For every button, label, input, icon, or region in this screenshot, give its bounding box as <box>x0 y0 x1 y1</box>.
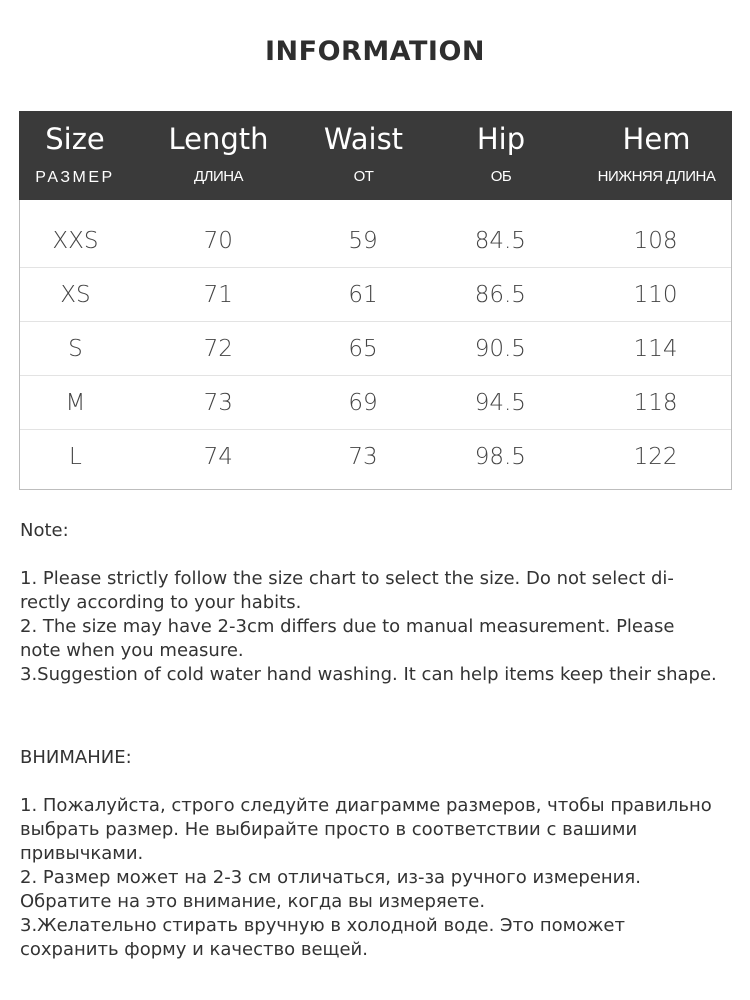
header-hip-ru: ОБ <box>490 168 512 185</box>
note-item: 3.Suggestion of cold water hand washing. It can help items keep their shape. <box>20 664 717 685</box>
header-waist-ru: ОТ <box>353 168 374 185</box>
cell-hem: 108 <box>633 227 678 254</box>
cell-size: M <box>65 389 86 416</box>
cell-hem: 110 <box>633 281 678 308</box>
cell-hip: 98.5 <box>474 444 526 470</box>
table-row <box>20 430 731 484</box>
header-waist <box>306 111 421 200</box>
cell-size: L <box>69 444 82 470</box>
cell-hem: 118 <box>633 389 678 416</box>
note-item: 3.Желательно стирать вручную в холодной воде. Это поможет сохранить форму и качество вещей. <box>20 915 625 960</box>
note-heading-text: Note: <box>20 520 69 541</box>
cell-length: 70 <box>203 227 233 254</box>
table-row <box>20 214 731 268</box>
note-item: 2. Размер может на 2-3 см отличаться, из-за ручного измерения. Обратите на это внимание, когда вы измеряете. <box>20 867 641 912</box>
header-length <box>131 111 306 200</box>
cell-hip: 94.5 <box>474 389 526 416</box>
note-item: 1. Please strictly follow the size chart to select the size. Do not select di-rectly according to your habits. <box>20 568 674 613</box>
header-hem-ru: НИЖНЯЯ ДЛИНА <box>597 168 716 185</box>
cell-length: 74 <box>203 444 233 470</box>
cell-hem: 114 <box>633 335 678 362</box>
note-list-ru <box>20 794 720 962</box>
cell-hip: 90.5 <box>474 335 526 362</box>
note-heading-text: ВНИМАНИЕ: <box>20 747 132 768</box>
header-size-en: Size <box>45 122 105 156</box>
cell-size: XS <box>60 281 91 308</box>
header-hem <box>581 111 732 200</box>
header-size <box>19 111 131 200</box>
cell-hip: 84.5 <box>474 227 526 254</box>
page-title: INFORMATION <box>264 36 485 67</box>
cell-length: 73 <box>203 389 233 416</box>
cell-length: 71 <box>203 281 233 308</box>
cell-waist: 65 <box>348 335 378 362</box>
table-header <box>19 111 732 200</box>
cell-waist: 61 <box>348 281 378 308</box>
note-list-en <box>20 567 720 687</box>
note-heading-en <box>20 519 720 543</box>
header-waist-en: Waist <box>323 122 404 156</box>
table-body <box>20 214 731 484</box>
cell-hem: 122 <box>633 444 678 470</box>
header-size-ru: РАЗМЕР <box>35 169 115 186</box>
cell-waist: 69 <box>348 389 378 416</box>
size-chart-table <box>19 111 732 490</box>
note-heading-ru <box>20 746 720 770</box>
cell-length: 72 <box>203 335 233 362</box>
note-item: 2. The size may have 2-3cm differs due to manual measurement. Please note when you measure. <box>20 616 675 661</box>
note-item: 1. Пожалуйста, строго следуйте диаграмме размеров, чтобы правильно выбрать размер. Не выбирайте просто в соответствии с вашими привычками. <box>20 795 712 864</box>
header-length-ru: ДЛИНА <box>193 168 244 185</box>
cell-size: XXS <box>52 227 99 254</box>
table-row <box>20 376 731 430</box>
header-length-en: Length <box>168 122 269 156</box>
cell-size: S <box>68 335 83 362</box>
cell-waist: 59 <box>348 227 378 254</box>
header-hip <box>421 111 581 200</box>
header-hip-en: Hip <box>476 122 526 156</box>
cell-waist: 73 <box>348 444 378 470</box>
header-hem-en: Hem <box>622 122 691 156</box>
cell-hip: 86.5 <box>474 281 526 308</box>
table-row <box>20 268 731 322</box>
table-row <box>20 322 731 376</box>
